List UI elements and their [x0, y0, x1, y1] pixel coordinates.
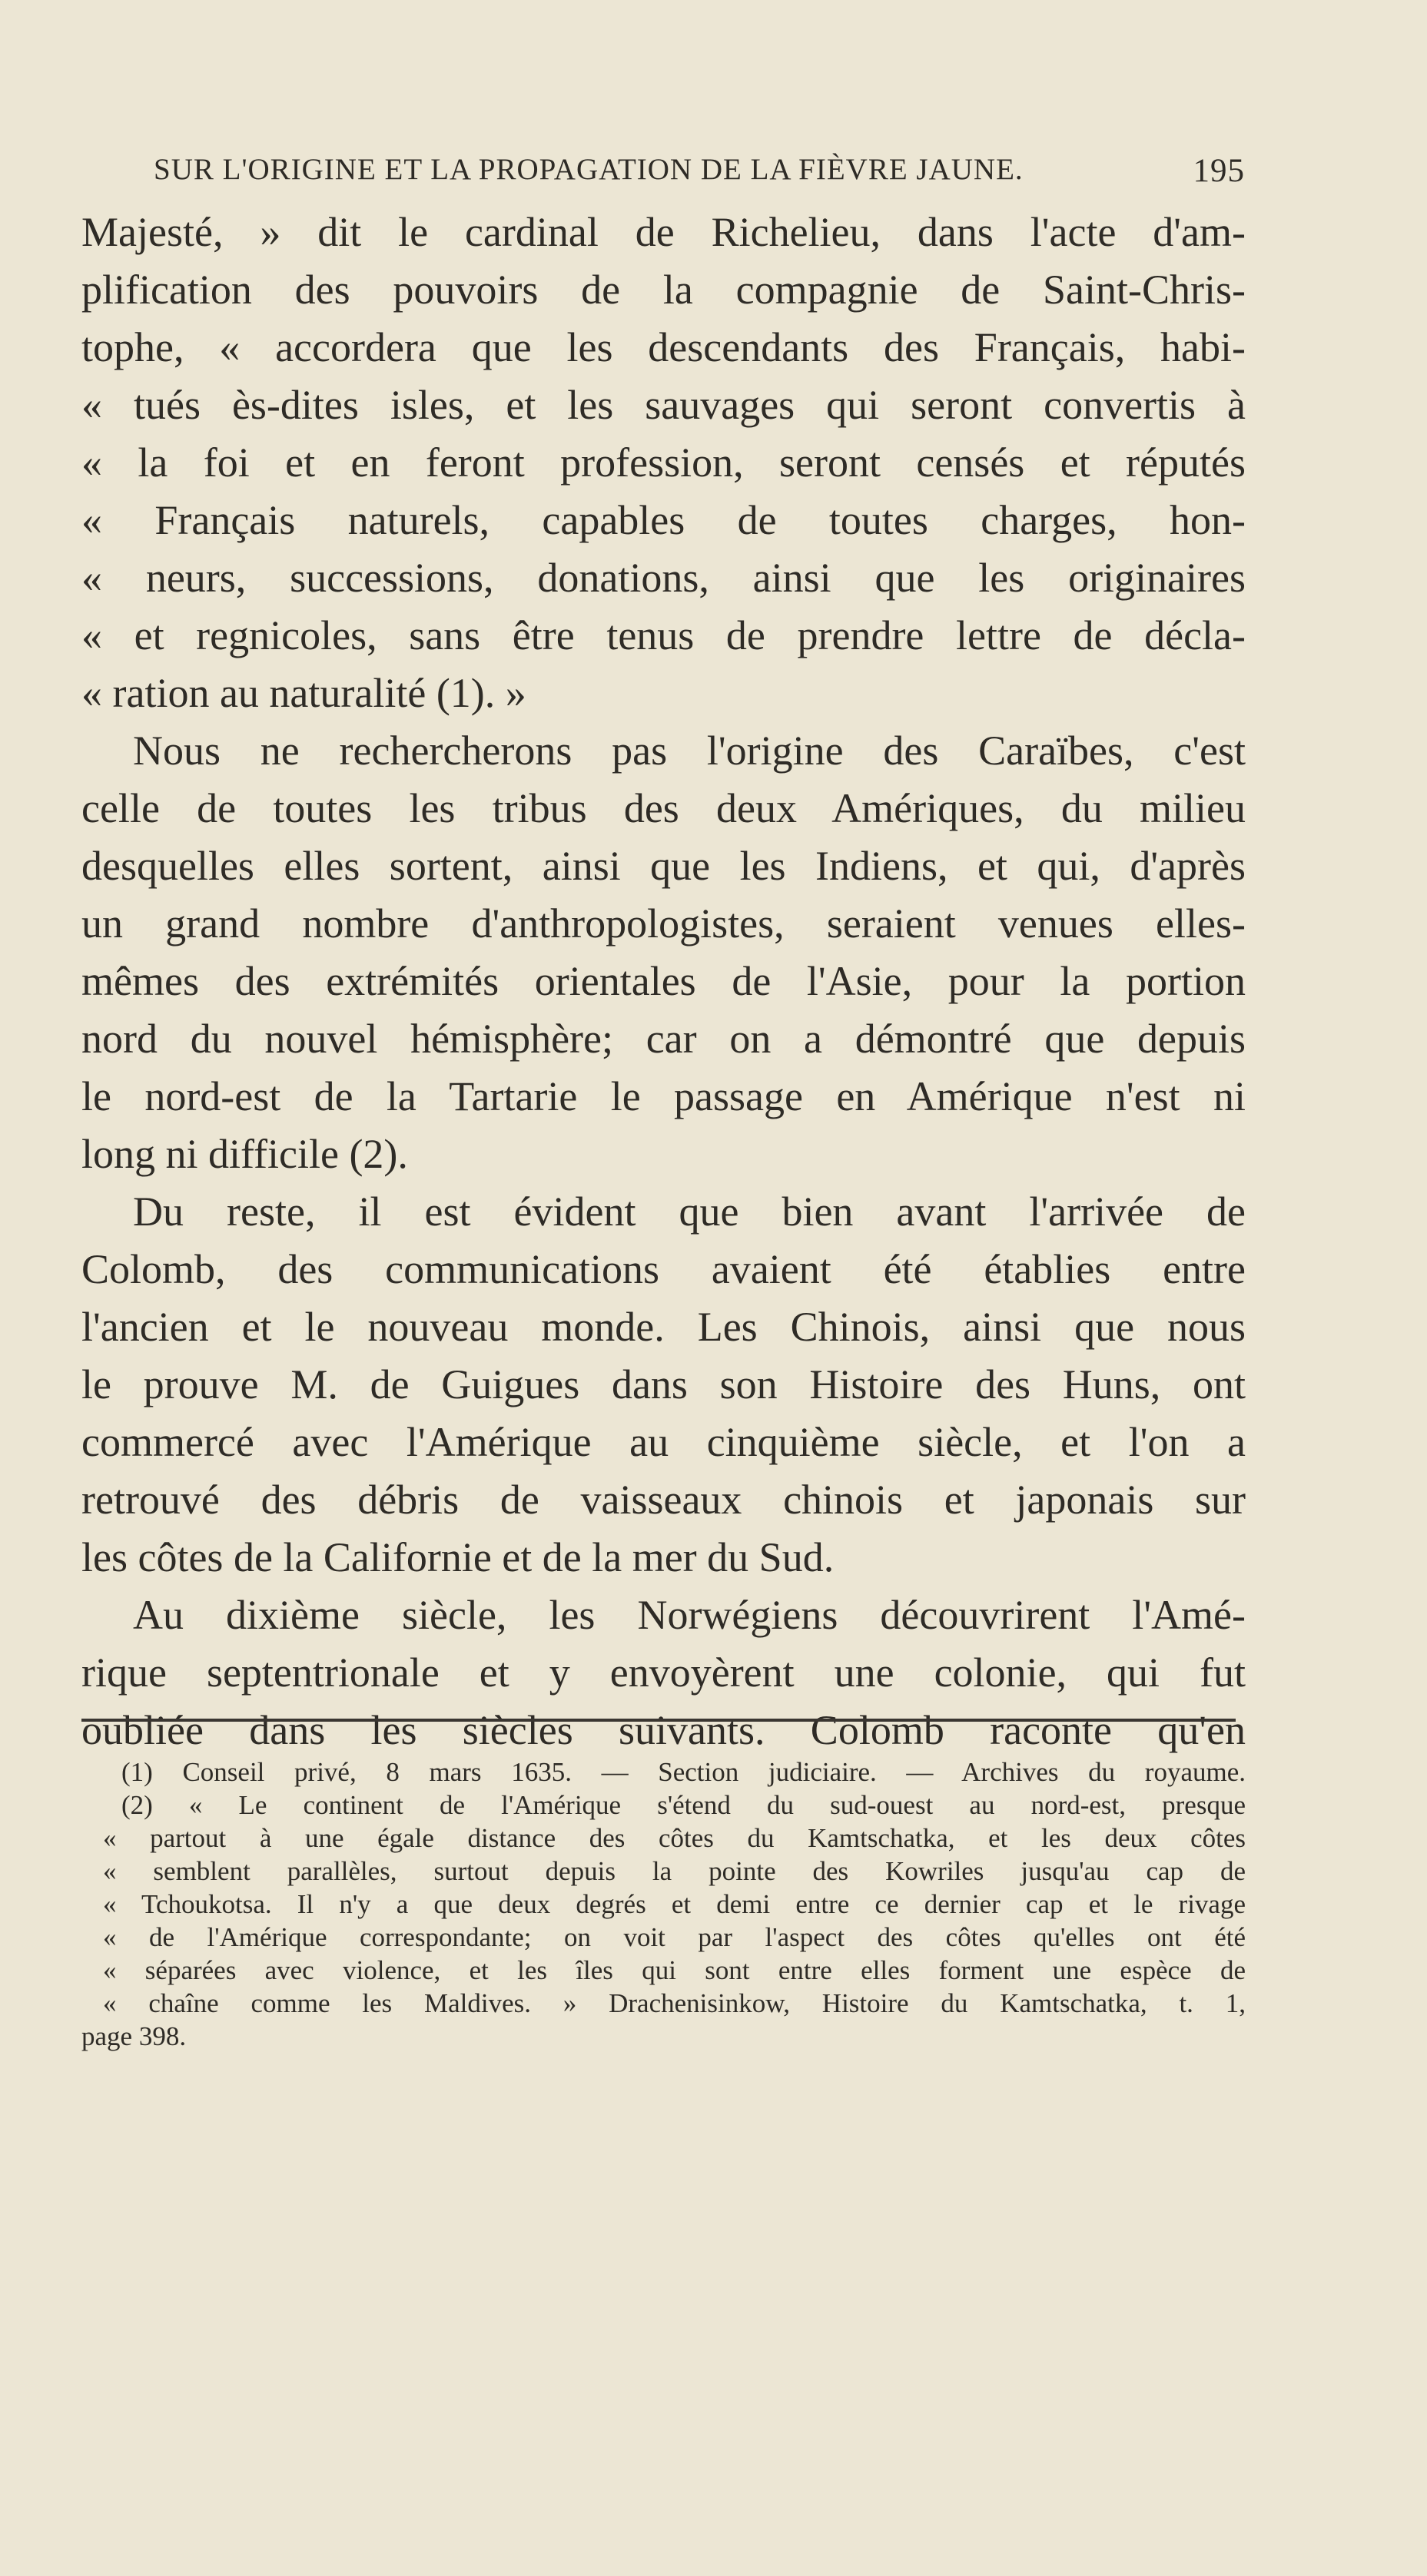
- text-line: long ni difficile (2).: [81, 1131, 408, 1177]
- running-head: [154, 152, 1245, 198]
- page-number: 195: [1193, 153, 1245, 189]
- footnote-line: « chaîne comme les Maldives. » Drachenisinkow, Histoire du Kamtschatka, t. 1,: [103, 1988, 1246, 2018]
- text-line: Au dixième siècle, les Norwégiens découvrirent l'Amé-: [133, 1592, 1246, 1638]
- footnote-line: « séparées avec violence, et les îles qui sont entre elles forment une espèce de: [103, 1955, 1246, 1985]
- text-line: « et regnicoles, sans être tenus de prendre lettre de décla-: [81, 612, 1246, 658]
- text-line: commercé avec l'Amérique au cinquième siècle, et l'on a: [81, 1419, 1246, 1465]
- text-line: « la foi et en feront profession, seront censés et réputés: [81, 439, 1246, 486]
- footnote-line: « de l'Amérique correspondante; on voit par l'aspect des côtes qu'elles ont été: [103, 1922, 1246, 1952]
- footnote-line: page 398.: [81, 2021, 187, 2051]
- text-line: retrouvé des débris de vaisseaux chinois et japonais sur: [81, 1477, 1246, 1523]
- text-line: les côtes de la Californie et de la mer du Sud.: [81, 1534, 835, 1580]
- text-line: tophe, « accordera que les descendants des Français, habi-: [81, 324, 1246, 370]
- footnote-line: (1) Conseil privé, 8 mars 1635. — Section judiciaire. — Archives du royaume.: [121, 1757, 1246, 1787]
- text-line: oubliée dans les siècles suivants. Colomb raconte qu'en: [81, 1707, 1246, 1753]
- footnote-line: (2) « Le continent de l'Amérique s'étend du sud-ouest au nord-est, presque: [121, 1790, 1246, 1820]
- footnotes: [81, 1755, 1246, 2053]
- text-line: « tués ès-dites isles, et les sauvages qui seront convertis à: [81, 382, 1246, 428]
- text-line: rique septentrionale et y envoyèrent une colonie, qui fut: [81, 1649, 1246, 1696]
- footnote-line: « Tchoukotsa. Il n'y a que deux degrés et demi entre ce dernier cap et le rivage: [103, 1889, 1246, 1919]
- text-line: mêmes des extrémités orientales de l'Asie, pour la portion: [81, 958, 1246, 1004]
- running-title: SUR L'ORIGINE ET LA PROPAGATION DE LA FIÈVRE JAUNE.: [154, 153, 1024, 186]
- text-line: Nous ne rechercherons pas l'origine des Caraïbes, c'est: [133, 728, 1246, 774]
- text-line: Majesté, » dit le cardinal de Richelieu, dans l'acte d'am-: [81, 209, 1246, 255]
- text-line: « Français naturels, capables de toutes charges, hon-: [81, 497, 1246, 543]
- footnote-line: « partout à une égale distance des côtes du Kamtschatka, et les deux côtes: [103, 1823, 1246, 1853]
- text-line: l'ancien et le nouveau monde. Les Chinois, ainsi que nous: [81, 1304, 1246, 1350]
- text-line: Colomb, des communications avaient été établies entre: [81, 1246, 1246, 1292]
- text-line: un grand nombre d'anthropologistes, seraient venues elles-: [81, 900, 1246, 947]
- text-line: desquelles elles sortent, ainsi que les Indiens, et qui, d'après: [81, 843, 1246, 889]
- main-text: [81, 204, 1246, 1759]
- footnote-line: « semblent parallèles, surtout depuis la pointe des Kowriles jusqu'au cap de: [103, 1856, 1246, 1886]
- text-line: nord du nouvel hémisphère; car on a démontré que depuis: [81, 1016, 1246, 1062]
- text-line: celle de toutes les tribus des deux Amériques, du milieu: [81, 785, 1246, 831]
- text-line: « neurs, successions, donations, ainsi que les originaires: [81, 555, 1246, 601]
- text-line: le prouve M. de Guigues dans son Histoire des Huns, ont: [81, 1361, 1246, 1407]
- text-line: plification des pouvoirs de la compagnie de Saint-Chris-: [81, 267, 1246, 313]
- text-line: le nord-est de la Tartarie le passage en Amérique n'est ni: [81, 1073, 1246, 1119]
- footnote-separator: [81, 1719, 1236, 1722]
- text-line: Du reste, il est évident que bien avant l'arrivée de: [133, 1189, 1246, 1235]
- text-line: « ration au naturalité (1). »: [81, 670, 526, 716]
